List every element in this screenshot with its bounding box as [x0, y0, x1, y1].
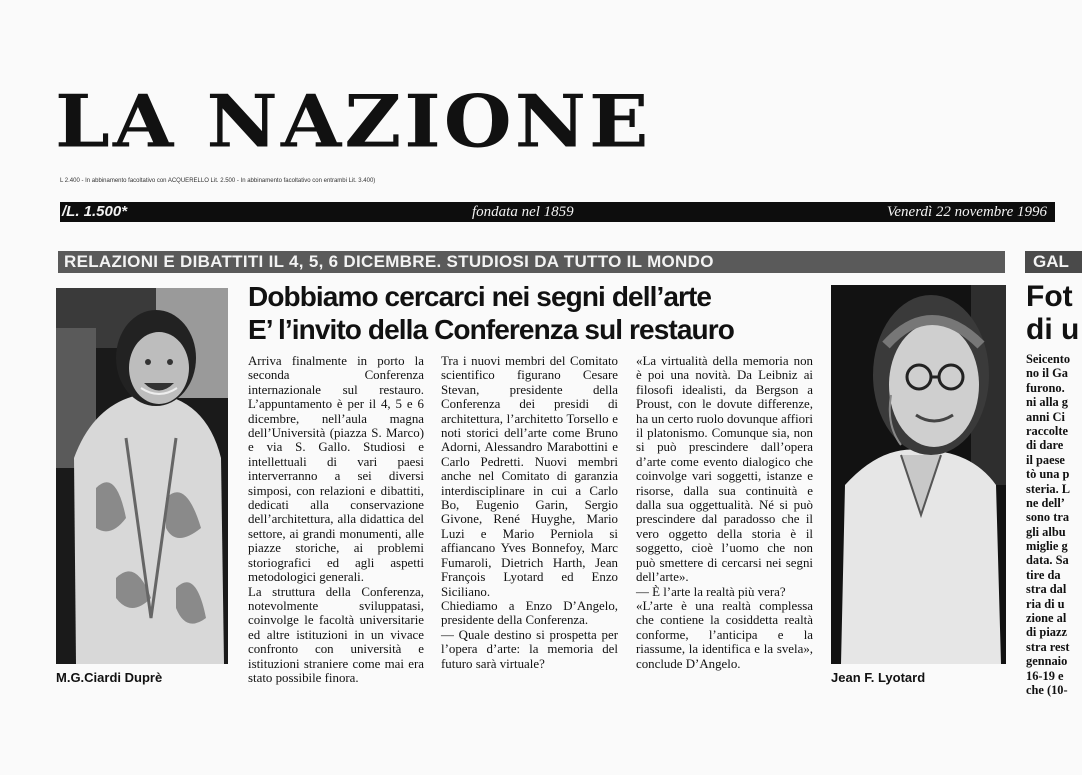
adjacent-line: anni Ci: [1026, 409, 1065, 424]
adjacent-line: di dare: [1026, 438, 1064, 453]
adjacent-column: [1026, 352, 1082, 697]
adjacent-line: data. Sa: [1026, 553, 1069, 568]
kicker-banner-right: GAL: [1025, 251, 1082, 273]
photo-lyotard: [831, 285, 1006, 664]
article-paragraph: Chiediamo a Enzo D’Angelo, presidente della Conferenza.: [441, 598, 618, 628]
caption-right: Jean F. Lyotard: [831, 670, 926, 685]
adjacent-line: 16-19 e: [1026, 668, 1064, 683]
article-column-2: [441, 354, 618, 671]
article-paragraph: — Quale destino si prospetta per l’opera d’arte: la memoria del futuro sarà virtuale?: [441, 627, 618, 671]
issue-date: Venerdì 22 novembre 1996: [886, 204, 1047, 220]
kicker-banner: [58, 251, 1005, 273]
masthead-title: LA NAZIONE: [55, 80, 652, 165]
dateline-bar: [60, 202, 1055, 222]
adjacent-line: ria di u: [1026, 596, 1065, 611]
article-column-3: [636, 354, 813, 671]
price-label: /L. 1.500*: [62, 203, 128, 220]
adjacent-line: ne dell’: [1026, 495, 1065, 510]
adjacent-line: gennaio: [1026, 654, 1068, 669]
adjacent-line: tò una p: [1026, 467, 1070, 482]
adjacent-line: il paese: [1026, 452, 1065, 467]
adjacent-line: gli albu: [1026, 524, 1066, 539]
adjacent-line: no il Ga: [1026, 366, 1068, 381]
founded-label: fondata nel 1859: [472, 204, 574, 220]
adjacent-line: zione al: [1026, 611, 1067, 626]
article-column-1: [248, 354, 424, 685]
article-paragraph: «La virtualità della memoria non è poi una novità. Da Leibniz ai filosofi idealisti, da Bergson a Proust, con le dovute differenze, ha un certo ruolo dovunque affiori il platonismo. Comunque sia, non si può prescindere dall’opera d’arte come evento dialogico che coinvolge vari soggetti, istanze e risorse, dalla sua continuità e dalla sua oggettualità. Né si può prescindere dal paradosso che il vero oggetto della storia è il soggetto, cioè l’uomo che non può smettere di cercarsi nei segni dell’arte».: [636, 354, 813, 585]
adjacent-headline-line-2: di u: [1026, 313, 1080, 346]
headline-line-2: E’ l’invito della Conferenza sul restauro: [248, 314, 734, 345]
adjacent-line: che (10-: [1026, 682, 1068, 697]
adjacent-line: Seicento: [1026, 352, 1071, 366]
adjacent-line: steria. L: [1026, 481, 1071, 496]
article-paragraph: Tra i nuovi membri del Comitato scientifico figurano Cesare Stevan, presidente della Conferenza dei presidi di architettura, l’architetto Torsello e noti storici dell’arte come Bruno Adorni, Alessandro Marabottini e Carlo Pedretti. Nuovi membri anche nel Comitato di garanzia interdisciplinare in cui a Carlo Bo, Eugenio Garin, Sergio Givone, René Huyghe, Mario Luzi e Mario Perniola si affiancano Yves Bonnefoy, Marc Fumaroli, Dietrich Harth, Jean François Lyotard ed Enzo Siciliano.: [441, 354, 618, 599]
adjacent-line: stra rest: [1026, 639, 1070, 654]
adjacent-line: miglie g: [1026, 539, 1068, 554]
headline: [248, 280, 818, 346]
portrait-woman-image: [56, 288, 228, 664]
adjacent-line: raccolte: [1026, 423, 1068, 438]
portrait-man-image: [831, 285, 1006, 664]
adjacent-line: ni alla g: [1026, 395, 1068, 410]
adjacent-headline: [1026, 280, 1082, 346]
photo-ciardi-dupre: [56, 288, 228, 664]
headline-line-1: Dobbiamo cercarci nei segni dell’arte: [248, 281, 712, 312]
adjacent-line: furono.: [1026, 380, 1065, 395]
adjacent-line: stra dal: [1026, 582, 1067, 597]
masthead-fineprint: L 2.400 - In abbinamento facoltativo con ACQUERELLO Lit. 2.500 - In abbinamento facoltativo con entrambi Lit. 3.400): [60, 178, 376, 184]
adjacent-headline-line-1: Fot: [1026, 280, 1073, 313]
kicker-text: RELAZIONI E DIBATTITI IL 4, 5, 6 DICEMBRE. STUDIOSI DA TUTTO IL MONDO: [64, 252, 714, 271]
article-paragraph: Arriva finalmente in porto la seconda Conferenza internazionale sul restauro. L’appuntamento è per il 4, 5 e 6 dicembre, nell’aula magna dell’Università (piazza S. Marco) e via S. Gallo. Studiosi e intellettuali di vari paesi interverranno a sei diversi simposi, con relazioni e dibattiti, dedicati alla conservazione dell’architettura, alla didattica del settore, ai grandi monumenti, alle piazze storiche, ai problemi storiografici ed agli aspetti metodologici generali.: [248, 354, 424, 585]
adjacent-line: di piazz: [1026, 625, 1067, 640]
article-paragraph: — È l’arte la realtà più vera?: [636, 584, 786, 599]
article-paragraph: «L’arte è una realtà complessa che contiene la cosiddetta realtà conforme, l’anticipa e la riassume, la identifica e la svela», conclude D’Angelo.: [636, 598, 813, 671]
adjacent-line: sono tra: [1026, 510, 1070, 525]
article-paragraph: La struttura della Conferenza, notevolmente sviluppatasi, coinvolge le facoltà universitarie ed altre istituzioni in un vivace confronto con università e istituzioni straniere come mai era stato possibile finora.: [248, 584, 424, 685]
adjacent-line: tire da: [1026, 567, 1061, 582]
caption-left: M.G.Ciardi Duprè: [56, 670, 163, 685]
